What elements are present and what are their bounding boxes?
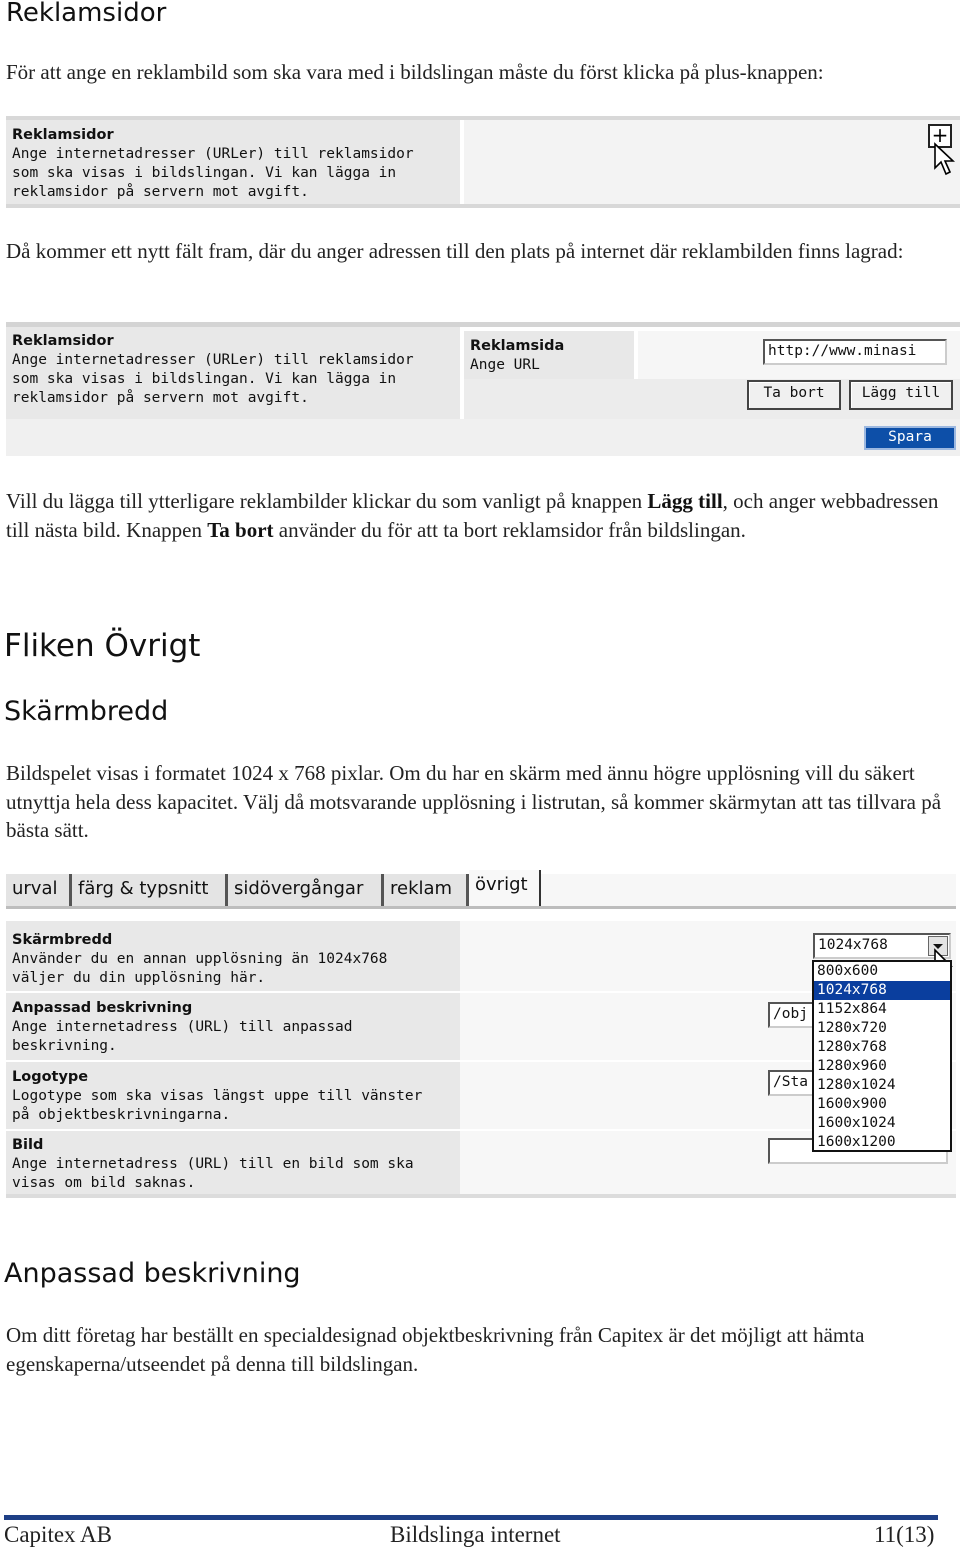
para3-text: använder du för att ta bort reklamsidor från bildslingan. xyxy=(273,517,746,542)
option-item[interactable]: 1280x768 xyxy=(817,1039,887,1055)
row-skarmbredd xyxy=(12,931,387,988)
resolution-select-value: 1024x768 xyxy=(818,937,888,953)
tab-farg-typsnitt[interactable]: färg & typsnitt xyxy=(72,874,228,906)
tab-sidovergangar[interactable]: sidövergångar xyxy=(228,874,384,906)
row-desc-line: visas om bild saknas. xyxy=(12,1175,196,1191)
plus-icon: + xyxy=(931,123,949,147)
row-desc-line: väljer du din upplösning här. xyxy=(12,970,266,986)
option-item[interactable]: 1280x720 xyxy=(817,1020,887,1036)
footer-page-number: 11(13) xyxy=(874,1522,935,1547)
field-title: Reklamsida xyxy=(470,338,565,354)
tab-ovrigt[interactable]: övrigt xyxy=(469,870,541,906)
url-input[interactable]: http://www.minasi xyxy=(763,339,947,365)
shot2-desc-line: som ska visas i bildslingan. Vi kan lägga in xyxy=(12,371,397,387)
shot1-desc-line: reklamsidor på servern mot avgift. xyxy=(12,184,309,200)
row-desc-line: Använder du en annan upplösning än 1024x768 xyxy=(12,951,388,967)
para3-text: Vill du lägga till ytterligare reklambilder klickar du som vanligt på knappen xyxy=(6,489,648,513)
screenshot-plus-button xyxy=(6,116,960,208)
row-desc-line: Ange internetadress (URL) till anpassad xyxy=(12,1019,353,1035)
option-item[interactable]: 1280x960 xyxy=(817,1058,887,1074)
shot2-desc-line: reklamsidor på servern mot avgift. xyxy=(12,390,309,406)
screenshot-url-field xyxy=(6,322,960,456)
option-item[interactable]: 800x600 xyxy=(817,963,879,979)
row-desc-line: på objektbeskrivningarna. xyxy=(12,1107,231,1123)
row-bild xyxy=(12,1136,414,1193)
screenshot-ovrigt-tab xyxy=(6,874,956,1202)
row-title: Bild xyxy=(12,1137,44,1153)
row-desc-line: beskrivning. xyxy=(12,1038,117,1054)
option-item-selected[interactable]: 1024x768 xyxy=(814,981,950,1000)
footer-company: Capitex AB xyxy=(4,1522,112,1547)
shot1-desc-line: som ska visas i bildslingan. Vi kan lägga in xyxy=(12,165,397,181)
shot1-desc-line: Ange internetadresser (URLer) till reklamsidor xyxy=(12,146,414,162)
option-item[interactable]: 1152x864 xyxy=(817,1001,887,1017)
shot2-title: Reklamsidor xyxy=(12,333,114,349)
subheading-anpassad-beskrivning: Anpassad beskrivning xyxy=(4,1258,301,1289)
tab-urval[interactable]: urval xyxy=(6,874,72,906)
cursor-icon xyxy=(932,142,960,178)
remove-button[interactable]: Ta bort xyxy=(747,380,841,410)
section-heading-ovrigt: Fliken Övrigt xyxy=(4,628,201,664)
row-desc-line: Ange internetadress (URL) till en bild som ska xyxy=(12,1156,414,1172)
save-button[interactable]: Spara xyxy=(864,426,956,450)
custom-description-paragraph: Om ditt företag har beställt en specialdesignad objektbeskrivning från Capitex är det möjligt att hämta egenskaperna/utseendet på denna till bildslingan. xyxy=(6,1323,865,1376)
description-url-input[interactable]: /obj xyxy=(768,1002,948,1028)
resolution-options-list[interactable] xyxy=(812,960,952,1152)
para3-bold-add: Lägg till xyxy=(647,489,723,513)
url-field-paragraph: Då kommer ett nytt fält fram, där du anger adressen till den plats på internet där reklambilden finns lagrad: xyxy=(6,239,904,263)
option-item[interactable]: 1600x1200 xyxy=(817,1134,896,1150)
footer-document-title: Bildslinga internet xyxy=(390,1522,561,1547)
option-item[interactable]: 1600x900 xyxy=(817,1096,887,1112)
para3-bold-remove: Ta bort xyxy=(207,517,274,542)
add-remove-paragraph xyxy=(6,487,956,544)
row-title: Anpassad beskrivning xyxy=(12,1000,193,1016)
row-title: Logotype xyxy=(12,1069,89,1085)
field-subtitle: Ange URL xyxy=(470,357,540,373)
option-item[interactable]: 1600x1024 xyxy=(817,1115,896,1131)
tab-reklam[interactable]: reklam xyxy=(384,874,469,906)
subheading-skarmbredd: Skärmbredd xyxy=(4,696,169,727)
footer-rule xyxy=(4,1515,938,1520)
add-button[interactable]: Lägg till xyxy=(849,380,953,410)
option-item[interactable]: 1280x1024 xyxy=(817,1077,896,1093)
row-title: Skärmbredd xyxy=(12,932,113,948)
para3-text: , och anger webbadressen till nästa bild. Knappen xyxy=(6,489,939,542)
row-desc-line: Logotype som ska visas längst uppe till vänster xyxy=(12,1088,423,1104)
intro-paragraph: För att ange en reklambild som ska vara med i bildslingan måste du först klicka på plus-knappen: xyxy=(6,60,824,84)
shot2-desc-line: Ange internetadresser (URLer) till reklamsidor xyxy=(12,352,414,368)
row-logotype xyxy=(12,1068,422,1125)
section-heading-reklamsidor: Reklamsidor xyxy=(6,0,167,28)
shot1-title: Reklamsidor xyxy=(12,127,114,143)
row-anpassad-beskrivning xyxy=(12,999,352,1056)
logotype-url-input[interactable]: /Sta xyxy=(768,1070,948,1096)
screen-width-paragraph: Bildspelet visas i formatet 1024 x 768 pixlar. Om du har en skärm med ännu högre upplösning vill du säkert utnyttja hela dess kapacitet. Välj då motsvarande upplösning i listrutan, så kommer skärmytan att tas tillvara på bästa sätt. xyxy=(6,761,942,842)
